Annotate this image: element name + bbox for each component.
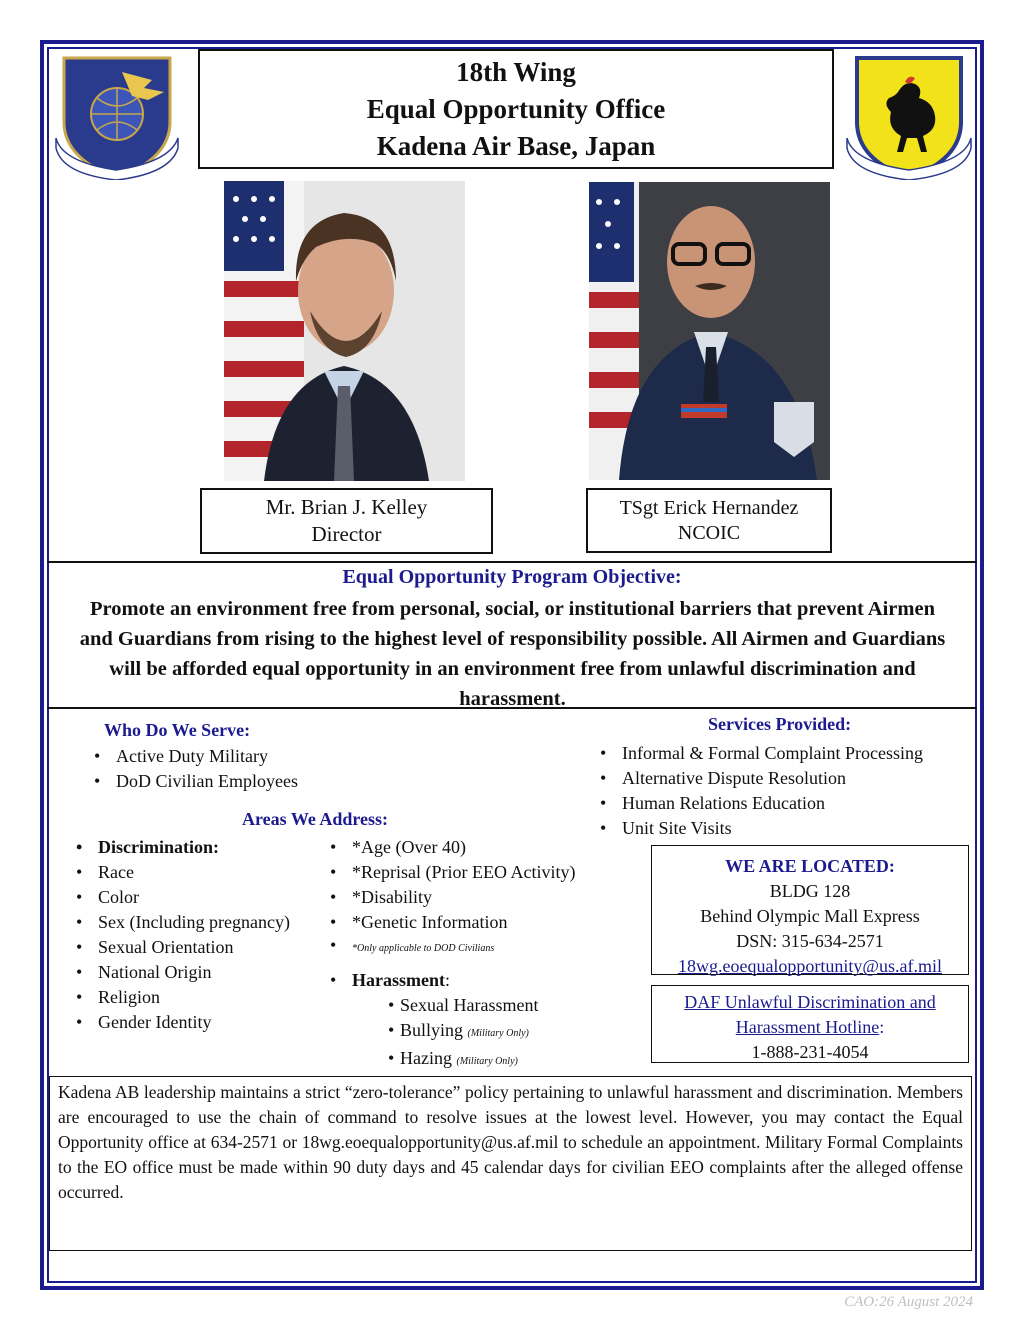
list-item: • Bullying (Military Only) [388,1018,538,1046]
list-item: • Gender Identity [70,1010,290,1035]
hotline-link-line2[interactable]: Harassment Hotline [735,1017,880,1037]
policy-box [49,1076,972,1251]
location-dsn: DSN: 315-634-2571 [736,931,884,951]
location-box [651,845,969,975]
list-item: • Sex (Including pregnancy) [70,910,290,935]
page-title [198,49,834,169]
harassment-label: Harassment [352,970,445,990]
director-role: Director [311,522,382,546]
footer-date: CAO:26 August 2024 [844,1294,973,1310]
list-item: • National Origin [70,960,290,985]
serve-heading: Who Do We Serve: [104,720,251,740]
military-only-note: (Military Only) [456,1056,518,1067]
list-item: • Human Relations Education [594,791,923,816]
list-item: • Discrimination: [70,835,290,860]
services-list [594,741,923,841]
director-name: Mr. Brian J. Kelley [265,495,428,519]
director-name-box [200,488,493,554]
policy-text: Kadena AB leadership maintains a strict “zero-tolerance” policy pertaining to unlawful harassment and discrimination. Members are encouraged to use the chain of command to resolve issues at the lowest level. However, you may contact the Equal Opportunity office at 634-2571 or 18wg.eoequalopportunity@us.af.mil to schedule an appointment. Military Formal Complaints to the EO office must be made within 90 duty days and 45 calendar days for civilian EEO complaints after the alleged offense occurred. [58,1082,963,1202]
location-heading: WE ARE LOCATED: [725,856,895,876]
list-item: • Active Duty Military [88,744,298,769]
location-building: BLDG 128 [769,881,851,901]
objective-text: Promote an environment free from personal, social, or institutional barriers that prevent Airmen and Guardians from rising to the highest level of responsibility possible. All Airmen and Guardians will be afforded equal opportunity in an environment free from unlawful discrimination and harassment. [79,598,946,710]
list-item: • *Disability [324,885,575,910]
areas-heading: Areas We Address: [242,809,389,829]
18th-wing-rooster-emblem-icon [843,52,975,180]
list-item: • DoD Civilian Employees [88,769,298,794]
list-item: • Informal & Formal Complaint Processing [594,741,923,766]
serve-list [88,744,298,794]
list-item: • Sexual Orientation [70,935,290,960]
ncoic-photo [589,182,830,480]
services-heading: Services Provided: [708,714,852,734]
military-only-note: (Military Only) [467,1028,529,1039]
civilian-note: *Only applicable to DOD Civilians [352,943,495,954]
hotline-link[interactable]: DAF Unlawful Discrimination and [684,992,936,1012]
email-link[interactable]: 18wg.eoequalopportunity@us.af.mil [677,956,943,976]
title-line-office: Equal Opportunity Office [366,93,666,124]
ncoic-name-box [586,488,832,553]
title-line-wing: 18th Wing [456,56,576,87]
list-item [324,935,575,959]
list-item: • *Reprisal (Prior EEO Activity) [324,860,575,885]
divider-top [47,561,977,563]
hotline-box: DAF Unlawful Discrimination and Harassment Hotline: 1-888-231-4054 [651,985,969,1063]
list-item: • Color [70,885,290,910]
list-item: • *Age (Over 40) [324,835,575,860]
list-item: • Sexual Harassment [388,993,538,1018]
objective-heading: Equal Opportunity Program Objective: [342,566,682,588]
harassment-list [388,993,538,1074]
ncoic-name: TSgt Erick Hernandez [619,496,799,519]
ncoic-role: NCOIC [677,521,741,544]
areas-list-civilian [324,835,575,959]
list-item: • Religion [70,985,290,1010]
list-item: • Alternative Dispute Resolution [594,766,923,791]
location-landmark: Behind Olympic Mall Express [700,906,920,926]
hotline-number: 1-888-231-4054 [751,1042,869,1062]
list-item: • *Genetic Information [324,910,575,935]
list-item: • Unit Site Visits [594,816,923,841]
list-item: • Hazing (Military Only) [388,1046,538,1074]
list-item: • Race [70,860,290,885]
pacific-air-forces-emblem-icon [52,52,184,180]
director-photo [224,181,465,481]
harassment-heading-list [324,968,450,993]
title-line-base: Kadena Air Base, Japan [376,130,656,161]
list-item: • Harassment: [324,968,450,993]
areas-list-discrimination [70,835,290,1035]
